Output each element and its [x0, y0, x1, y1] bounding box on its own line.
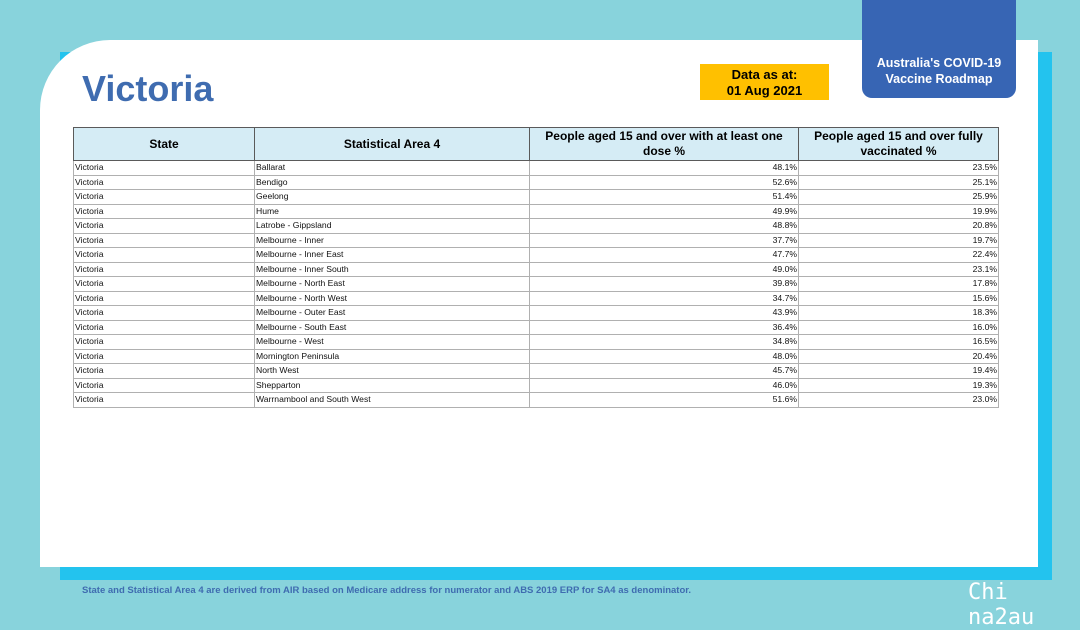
cell-sa4: Hume — [255, 204, 530, 219]
cell-one-dose: 51.4% — [530, 190, 799, 205]
column-header-one-dose: People aged 15 and over with at least one dose % — [530, 128, 799, 161]
cell-state: Victoria — [74, 378, 255, 393]
cell-state: Victoria — [74, 161, 255, 176]
cell-fully-vaccinated: 22.4% — [799, 248, 999, 263]
cell-state: Victoria — [74, 233, 255, 248]
cell-one-dose: 36.4% — [530, 320, 799, 335]
table-header-row — [74, 128, 999, 161]
cell-fully-vaccinated: 17.8% — [799, 277, 999, 292]
cell-state: Victoria — [74, 248, 255, 263]
table-row — [74, 291, 999, 306]
cell-one-dose: 52.6% — [530, 175, 799, 190]
table-row — [74, 378, 999, 393]
column-header-sa4: Statistical Area 4 — [255, 128, 530, 161]
cell-sa4: Mornington Peninsula — [255, 349, 530, 364]
cell-one-dose: 45.7% — [530, 364, 799, 379]
table-row — [74, 306, 999, 321]
table-row — [74, 349, 999, 364]
table-row — [74, 233, 999, 248]
cell-one-dose: 49.0% — [530, 262, 799, 277]
cell-state: Victoria — [74, 204, 255, 219]
cell-sa4: Melbourne - Inner South — [255, 262, 530, 277]
page-title: Victoria — [82, 68, 214, 109]
cell-fully-vaccinated: 23.1% — [799, 262, 999, 277]
cell-state: Victoria — [74, 219, 255, 234]
cell-one-dose: 39.8% — [530, 277, 799, 292]
footnote: State and Statistical Area 4 are derived from AIR based on Medicare address for numerator and ABS 2019 ERP for SA4 as denominator. — [82, 585, 692, 596]
cell-fully-vaccinated: 16.5% — [799, 335, 999, 350]
table-row — [74, 219, 999, 234]
cell-sa4: Melbourne - South East — [255, 320, 530, 335]
cell-sa4: Melbourne - Inner East — [255, 248, 530, 263]
cell-one-dose: 48.8% — [530, 219, 799, 234]
cell-one-dose: 51.6% — [530, 393, 799, 408]
cell-fully-vaccinated: 23.5% — [799, 161, 999, 176]
cell-sa4: Melbourne - Outer East — [255, 306, 530, 321]
cell-one-dose: 47.7% — [530, 248, 799, 263]
table-row — [74, 277, 999, 292]
cell-state: Victoria — [74, 277, 255, 292]
roadmap-badge — [862, 0, 1016, 98]
table-row — [74, 175, 999, 190]
cell-one-dose: 37.7% — [530, 233, 799, 248]
cell-state: Victoria — [74, 291, 255, 306]
cell-state: Victoria — [74, 175, 255, 190]
cell-sa4: Latrobe - Gippsland — [255, 219, 530, 234]
table-row — [74, 204, 999, 219]
table-row — [74, 262, 999, 277]
cell-sa4: Melbourne - North West — [255, 291, 530, 306]
cell-state: Victoria — [74, 262, 255, 277]
cell-sa4: Ballarat — [255, 161, 530, 176]
roadmap-line-1: Australia's COVID-19 — [876, 56, 1002, 70]
cell-state: Victoria — [74, 349, 255, 364]
cell-state: Victoria — [74, 320, 255, 335]
table-row — [74, 248, 999, 263]
vaccination-table — [73, 127, 999, 408]
cell-sa4: Bendigo — [255, 175, 530, 190]
cell-fully-vaccinated: 15.6% — [799, 291, 999, 306]
cell-one-dose: 48.1% — [530, 161, 799, 176]
cell-state: Victoria — [74, 190, 255, 205]
cell-fully-vaccinated: 23.0% — [799, 393, 999, 408]
cell-sa4: Melbourne - West — [255, 335, 530, 350]
data-as-at-label: Data as at: — [731, 67, 798, 82]
cell-fully-vaccinated: 19.9% — [799, 204, 999, 219]
column-header-fully-vaccinated: People aged 15 and over fully vaccinated % — [799, 128, 999, 161]
cell-one-dose: 49.9% — [530, 204, 799, 219]
cell-fully-vaccinated: 20.8% — [799, 219, 999, 234]
cell-sa4: North West — [255, 364, 530, 379]
table-row — [74, 190, 999, 205]
cell-fully-vaccinated: 16.0% — [799, 320, 999, 335]
cell-one-dose: 46.0% — [530, 378, 799, 393]
roadmap-line-2: Vaccine Roadmap — [885, 72, 993, 86]
table-row — [74, 364, 999, 379]
data-as-at-box — [700, 64, 829, 100]
cell-state: Victoria — [74, 393, 255, 408]
cell-fully-vaccinated: 19.4% — [799, 364, 999, 379]
cell-one-dose: 43.9% — [530, 306, 799, 321]
cell-state: Victoria — [74, 306, 255, 321]
table-body — [74, 161, 999, 408]
cell-sa4: Warrnambool and South West — [255, 393, 530, 408]
cell-fully-vaccinated: 19.3% — [799, 378, 999, 393]
cell-fully-vaccinated: 19.7% — [799, 233, 999, 248]
table-row — [74, 320, 999, 335]
cell-one-dose: 34.7% — [530, 291, 799, 306]
cell-fully-vaccinated: 20.4% — [799, 349, 999, 364]
cell-sa4: Geelong — [255, 190, 530, 205]
table-row — [74, 335, 999, 350]
cell-fully-vaccinated: 25.9% — [799, 190, 999, 205]
column-header-state: State — [74, 128, 255, 161]
cell-sa4: Shepparton — [255, 378, 530, 393]
table-row — [74, 161, 999, 176]
cell-one-dose: 48.0% — [530, 349, 799, 364]
watermark: Chi na2au — [968, 580, 1035, 630]
cell-fully-vaccinated: 25.1% — [799, 175, 999, 190]
cell-one-dose: 34.8% — [530, 335, 799, 350]
cell-fully-vaccinated: 18.3% — [799, 306, 999, 321]
cell-state: Victoria — [74, 335, 255, 350]
cell-state: Victoria — [74, 364, 255, 379]
cell-sa4: Melbourne - North East — [255, 277, 530, 292]
data-as-at-date: 01 Aug 2021 — [726, 83, 803, 98]
cell-sa4: Melbourne - Inner — [255, 233, 530, 248]
table-row — [74, 393, 999, 408]
